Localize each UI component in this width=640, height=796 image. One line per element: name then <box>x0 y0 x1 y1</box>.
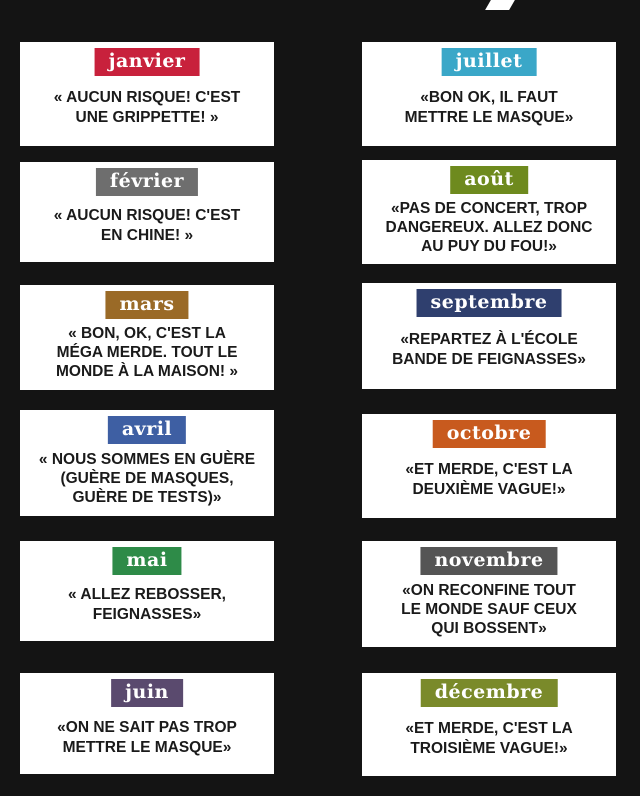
month-tag-aout: août <box>450 166 528 194</box>
month-tag-mai: mai <box>112 547 181 575</box>
card-juillet <box>362 42 616 146</box>
month-quote-aout: «PAS DE CONCERT, TROP DANGEREUX. ALLEZ DONC AU PUY DU FOU!» <box>385 199 593 255</box>
month-quote-octobre: «ET MERDE, C'EST LA DEUXIÈME VAGUE!» <box>405 461 573 498</box>
top-corner-shape <box>485 0 515 10</box>
month-tag-juin: juin <box>111 679 183 707</box>
card-decembre <box>362 673 616 776</box>
month-tag-septembre: septembre <box>417 289 562 317</box>
month-quote-juin: «ON NE SAIT PAS TROP METTRE LE MASQUE» <box>57 718 237 756</box>
card-janvier <box>20 42 274 146</box>
card-aout <box>362 160 616 264</box>
month-tag-decembre: décembre <box>421 679 558 707</box>
card-novembre <box>362 541 616 647</box>
month-tag-fevrier: février <box>96 168 198 196</box>
month-quote-mai: « ALLEZ REBOSSER, FEIGNASSES» <box>68 586 226 623</box>
card-juin <box>20 673 274 774</box>
month-quote-novembre: «ON RECONFINE TOUT LE MONDE SAUF CEUX QUI BOSSENT» <box>401 581 577 637</box>
month-quote-avril: « NOUS SOMMES EN GUÈRE (GUÈRE DE MASQUES, GUÈRE DE TESTS)» <box>38 450 256 506</box>
month-tag-novembre: novembre <box>420 547 557 575</box>
month-quote-mars: « BON, OK, C'EST LA MÉGA MERDE. TOUT LE MONDE À LA MAISON! » <box>56 325 238 380</box>
month-quote-fevrier: « AUCUN RISQUE! C'EST EN CHINE! » <box>53 207 241 244</box>
month-quote-septembre: «REPARTEZ À L'ÉCOLE BANDE DE FEIGNASSES» <box>392 331 586 368</box>
card-octobre <box>362 414 616 518</box>
month-tag-avril: avril <box>108 416 186 444</box>
card-avril <box>20 410 274 516</box>
card-fevrier <box>20 162 274 262</box>
card-mai <box>20 541 274 641</box>
month-tag-mars: mars <box>105 291 188 319</box>
month-tag-janvier: janvier <box>95 48 200 76</box>
month-tag-octobre: octobre <box>433 420 546 448</box>
month-quote-juillet: «BON OK, IL FAUT METTRE LE MASQUE» <box>404 89 574 126</box>
month-tag-juillet: juillet <box>442 48 537 76</box>
month-quote-decembre: «ET MERDE, C'EST LA TROISIÈME VAGUE!» <box>405 719 573 757</box>
card-mars <box>20 285 274 390</box>
month-quote-janvier: « AUCUN RISQUE! C'EST UNE GRIPPETTE! » <box>53 89 241 126</box>
card-septembre <box>362 283 616 389</box>
